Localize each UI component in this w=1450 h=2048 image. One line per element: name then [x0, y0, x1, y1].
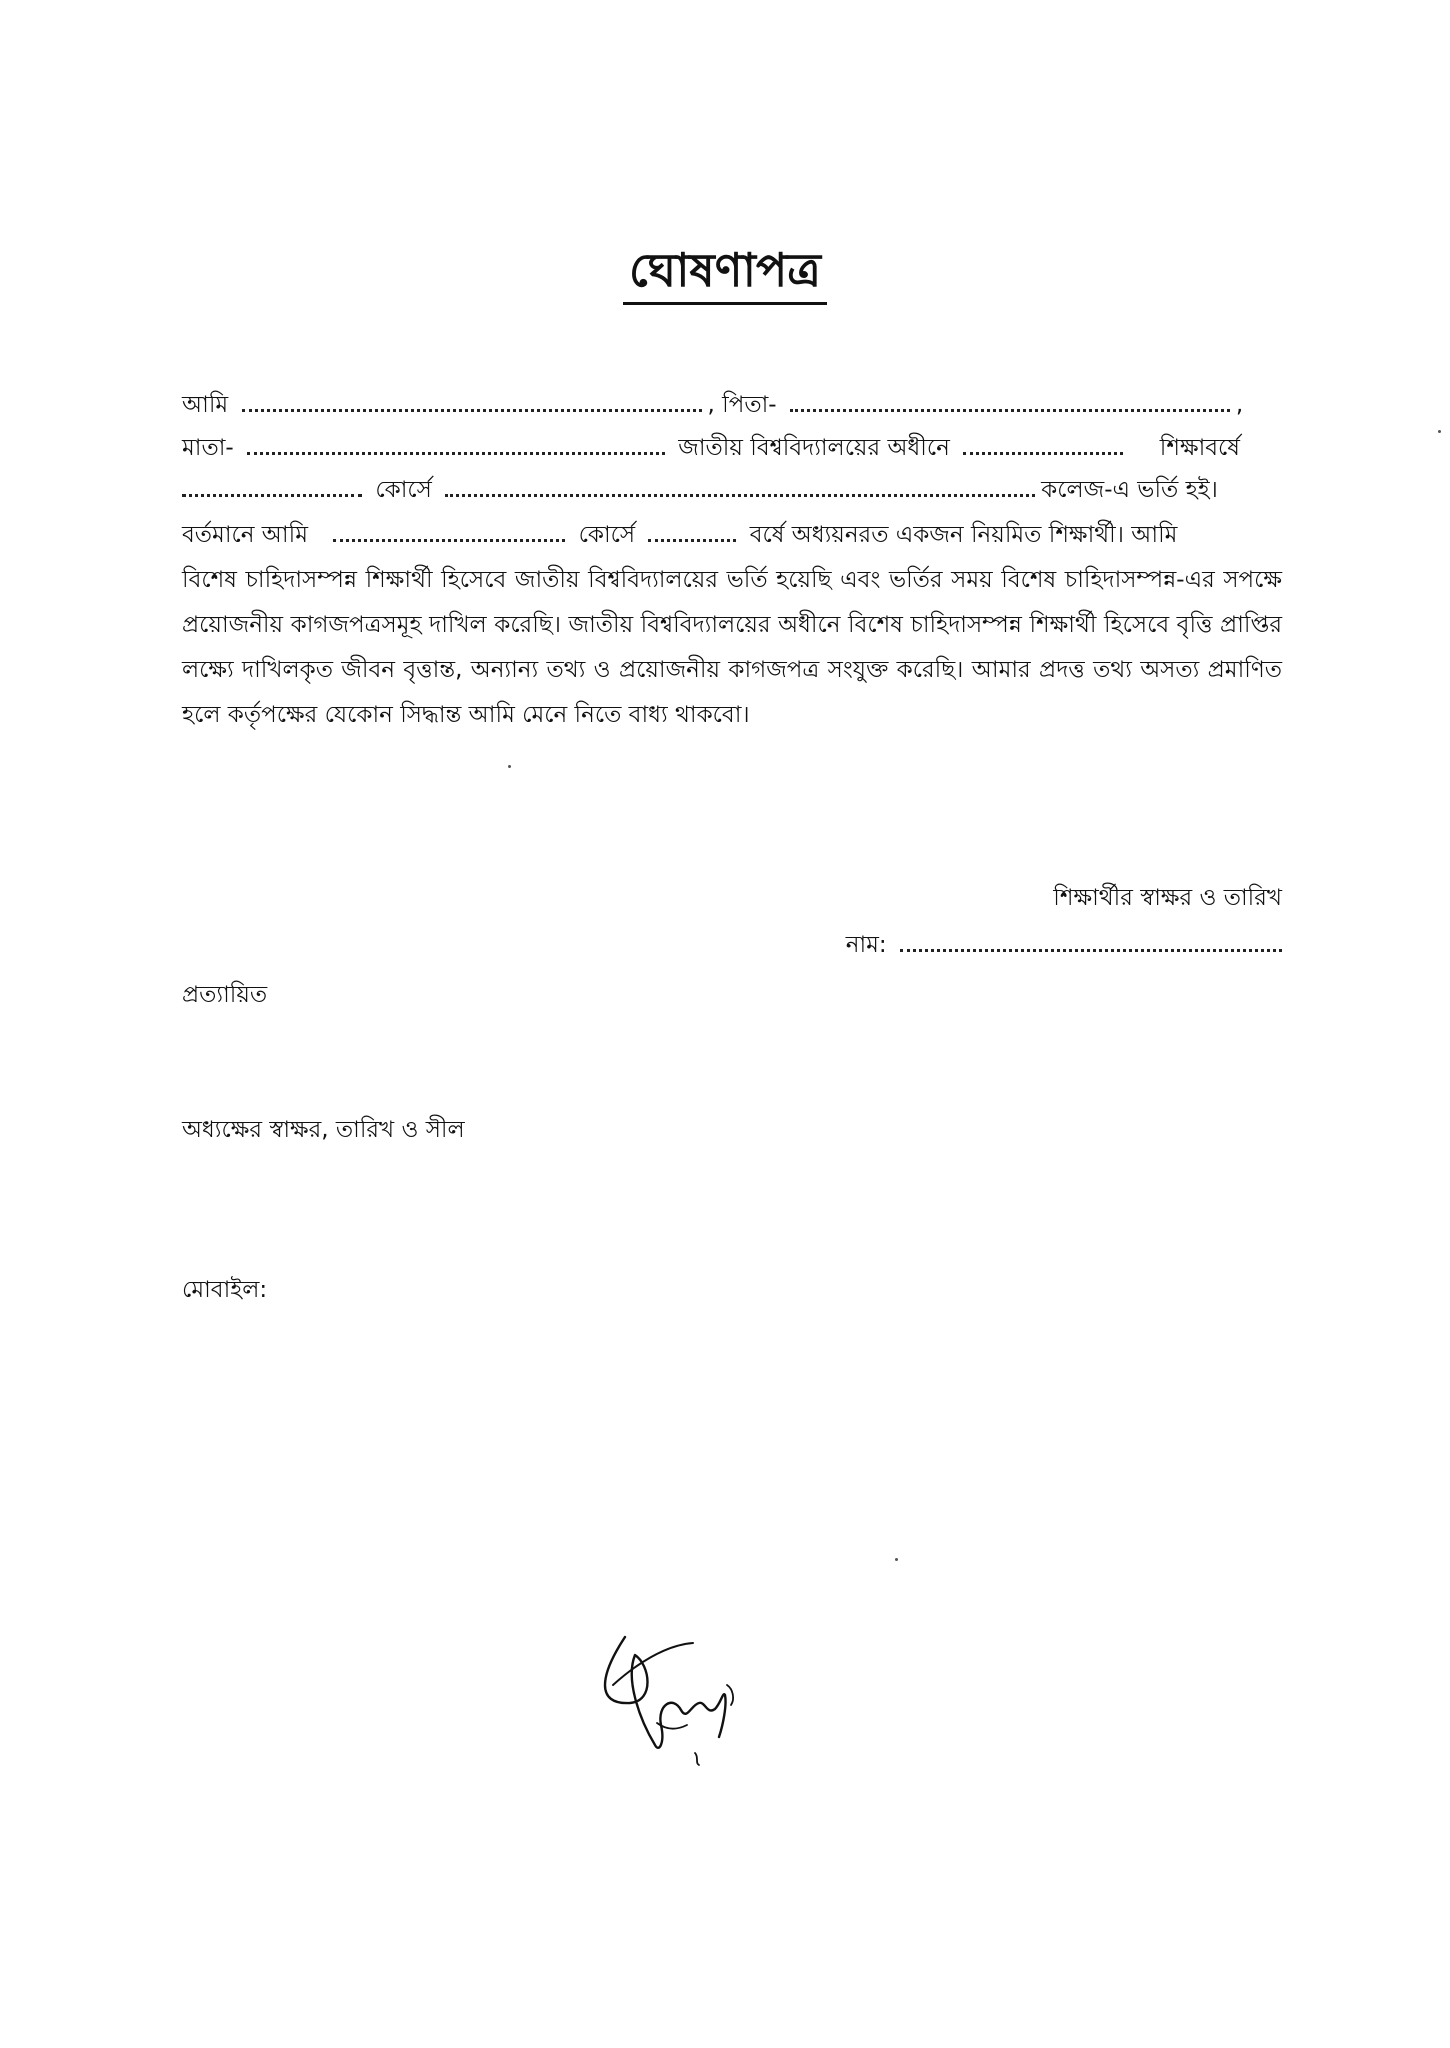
year-blank[interactable] — [648, 515, 736, 542]
line-current-study — [182, 515, 1282, 555]
name-label: নাম: — [845, 932, 887, 958]
title-text: ঘোষণাপত্র — [623, 240, 827, 305]
line-mother-session — [182, 428, 1282, 468]
line2-prefix: মাতা- — [182, 435, 234, 461]
line2-middle: জাতীয় বিশ্ববিদ্যালয়ের অধীনে — [678, 435, 950, 461]
line4-suffix: বর্ষে অধ্যয়নরত একজন নিয়মিত শিক্ষার্থী। আমি — [749, 522, 1178, 548]
line3-suffix: কলেজ-এ ভর্তি হই। — [1041, 477, 1218, 503]
line1-suffix: , — [1235, 392, 1244, 418]
line-course-college — [182, 470, 1282, 510]
line4-prefix: বর্তমানে আমি — [182, 522, 308, 548]
course-type-blank[interactable] — [182, 470, 362, 497]
student-signature-label: শিক্ষার্থীর স্বাক্ষর ও তারিখ — [1053, 885, 1282, 911]
principal-signature-label: অধ্যক্ষের স্বাক্ষর, তারিখ ও সীল — [182, 1117, 465, 1143]
scan-speck — [508, 765, 511, 768]
college-name-blank[interactable] — [445, 470, 1035, 497]
line3-middle: কোর্সে — [375, 477, 432, 503]
line4-course: কোর্সে — [578, 522, 636, 548]
line-name-father — [182, 385, 1282, 425]
mobile-label: মোবাইল: — [182, 1277, 268, 1303]
mother-name-blank[interactable] — [247, 428, 665, 455]
document-title — [0, 240, 1450, 305]
attested-label: প্রত্যায়িত — [182, 982, 268, 1008]
line1-father-label: , পিতা- — [707, 392, 777, 418]
handwritten-signature — [595, 1625, 765, 1775]
name-blank[interactable] — [900, 925, 1282, 952]
scan-speck — [1438, 430, 1441, 433]
current-course-blank[interactable] — [333, 515, 565, 542]
line2-suffix: শিক্ষাবর্ষে — [1159, 435, 1240, 461]
scan-speck — [895, 1558, 898, 1561]
line1-prefix: আমি — [182, 392, 229, 418]
session-blank[interactable] — [963, 428, 1123, 455]
name-line — [846, 925, 1282, 965]
student-name-blank[interactable] — [242, 385, 702, 412]
father-name-blank[interactable] — [790, 385, 1230, 412]
declaration-paragraph: বিশেষ চাহিদাসম্পন্ন শিক্ষার্থী হিসেবে জাতীয় বিশ্ববিদ্যালয়ের ভর্তি হয়েছি এবং ভর্তির সময় বিশেষ চাহিদাসম্পন্ন-এর সপক্ষে প্রয়োজনীয় কাগজপত্রসমূহ দাখিল করেছি। জাতীয় বিশ্ববিদ্যালয়ের অধীনে বিশেষ চাহিদাসম্পন্ন শিক্ষার্থী হিসেবে বৃত্তি প্রাপ্তির লক্ষ্যে দাখিলকৃত জীবন বৃত্তান্ত, অন্যান্য তথ্য ও প্রয়োজনীয় কাগজপত্র সংযুক্ত করেছি। আমার প্রদত্ত তথ্য অসত্য প্রমাণিত হলে কর্তৃপক্ষের যেকোন সিদ্ধান্ত আমি মেনে নিতে বাধ্য থাকবো। — [182, 567, 1282, 728]
